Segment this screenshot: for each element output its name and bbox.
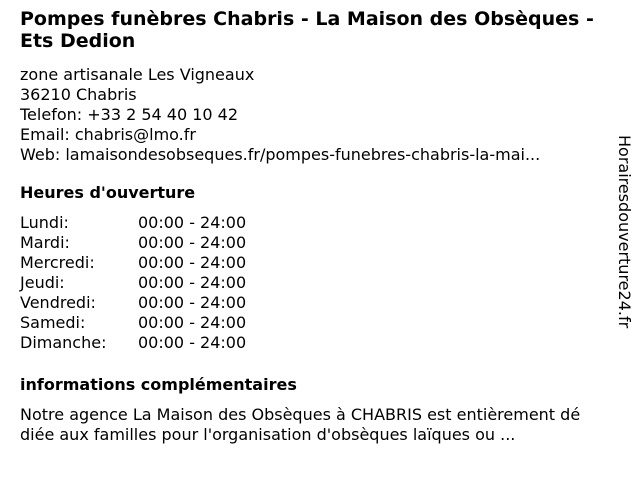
day-label: Dimanche: (20, 333, 107, 352)
opening-hours-heading: Heures d'ouverture (20, 183, 196, 202)
hours-value: 00:00 - 24:00 (138, 213, 247, 232)
page-title-line-2: Ets Dedion (20, 30, 136, 52)
page-title-line-1: Pompes funèbres Chabris - La Maison des Obsèques - (20, 8, 594, 30)
day-label: Mercredi: (20, 253, 95, 272)
website-link[interactable]: Web: lamaisondesobseques.fr/pompes-funebres-chabris-la-mai... (20, 145, 541, 164)
city: 36210 Chabris (20, 85, 137, 104)
hours-value: 00:00 - 24:00 (138, 333, 247, 352)
email-address: Email: chabris@lmo.fr (20, 125, 196, 144)
day-label: Lundi: (20, 213, 69, 232)
hours-value: 00:00 - 24:00 (138, 273, 247, 292)
day-label: Mardi: (20, 233, 70, 252)
day-label: Samedi: (20, 313, 86, 332)
day-label: Jeudi: (20, 273, 65, 292)
phone-number: Telefon: +33 2 54 40 10 42 (20, 105, 239, 124)
address-block (20, 65, 540, 165)
page-title (20, 8, 620, 52)
additional-info-line-1: Notre agence La Maison des Obsèques à CHABRIS est entièrement dé (20, 405, 581, 424)
hours-value: 00:00 - 24:00 (138, 233, 247, 252)
additional-info-text (20, 405, 630, 445)
additional-info-heading: informations complémentaires (20, 375, 297, 394)
hours-value: 00:00 - 24:00 (138, 293, 247, 312)
hours-value: 00:00 - 24:00 (138, 253, 247, 272)
day-label: Vendredi: (20, 293, 96, 312)
street-address: zone artisanale Les Vigneaux (20, 65, 255, 84)
hours-value: 00:00 - 24:00 (138, 313, 247, 332)
site-watermark-text: Horairesdouverture24.fr (615, 135, 634, 329)
site-watermark (612, 135, 634, 345)
additional-info-line-2: diée aux familles pour l'organisation d'obsèques laïques ou ... (20, 425, 516, 444)
